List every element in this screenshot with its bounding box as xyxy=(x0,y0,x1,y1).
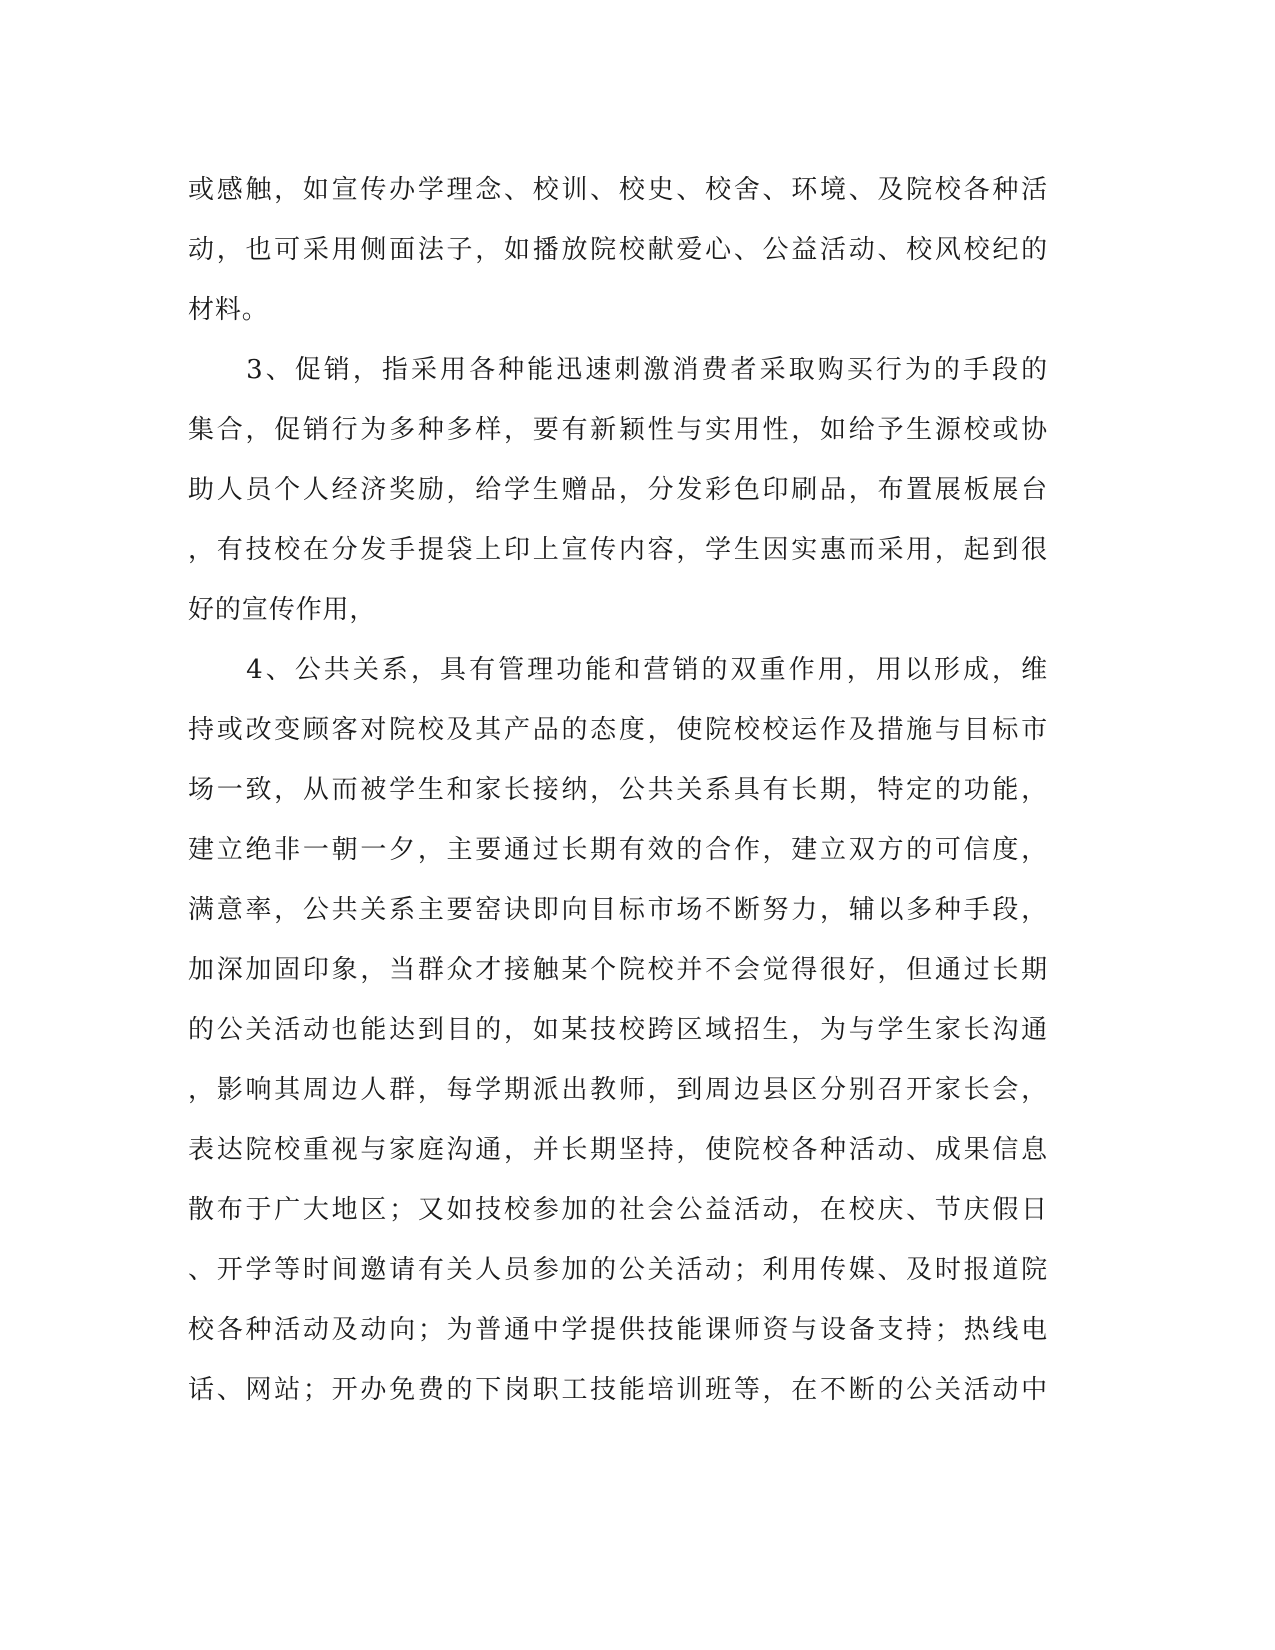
text-line: 好的宣传作用， xyxy=(188,595,377,625)
text-line: 场一致，从而被学生和家长接纳，公共关系具有长期，特定的功能， xyxy=(188,775,1048,805)
text-line: 加深加固印象，当群众才接触某个院校并不会觉得很好，但通过长期 xyxy=(188,955,1048,985)
document-body xyxy=(188,160,1048,1420)
text-line: ，有技校在分发手提袋上印上宣传内容，学生因实惠而采用，起到很 xyxy=(188,535,1048,565)
text-line: 建立绝非一朝一夕，主要通过长期有效的合作，建立双方的可信度， xyxy=(188,835,1048,865)
text-line: 、开学等时间邀请有关人员参加的公关活动；利用传媒、及时报道院 xyxy=(188,1255,1048,1285)
text-line: 话、网站；开办免费的下岗职工技能培训班等，在不断的公关活动中 xyxy=(188,1375,1048,1405)
text-line: 表达院校重视与家庭沟通，并长期坚持，使院校各种活动、成果信息 xyxy=(188,1135,1048,1165)
text-line: 校各种活动及动向；为普通中学提供技能课师资与设备支持；热线电 xyxy=(188,1315,1048,1345)
text-line: 的公关活动也能达到目的，如某技校跨区域招生，为与学生家长沟通 xyxy=(188,1015,1048,1045)
text-line: 动，也可采用侧面法子，如播放院校献爱心、公益活动、校风校纪的 xyxy=(188,235,1048,265)
text-line: 材料。 xyxy=(188,295,269,325)
text-line: 持或改变顾客对院校及其产品的态度，使院校校运作及措施与目标市 xyxy=(188,715,1048,745)
text-line: 散布于广大地区；又如技校参加的社会公益活动，在校庆、节庆假日 xyxy=(188,1195,1048,1225)
text-line: ，影响其周边人群，每学期派出教师，到周边县区分别召开家长会， xyxy=(188,1075,1048,1105)
text-line: 4、公共关系，具有管理功能和营销的双重作用，用以形成，维 xyxy=(188,655,1048,685)
text-line: 集合，促销行为多种多样，要有新颖性与实用性，如给予生源校或协 xyxy=(188,415,1048,445)
text-line: 助人员个人经济奖励，给学生赠品，分发彩色印刷品，布置展板展台 xyxy=(188,475,1048,505)
text-line: 满意率，公共关系主要窑诀即向目标市场不断努力，辅以多种手段， xyxy=(188,895,1048,925)
text-line: 3、促销，指采用各种能迅速刺激消费者采取购买行为的手段的 xyxy=(188,355,1048,385)
text-line: 或感触，如宣传办学理念、校训、校史、校舍、环境、及院校各种活 xyxy=(188,175,1048,205)
